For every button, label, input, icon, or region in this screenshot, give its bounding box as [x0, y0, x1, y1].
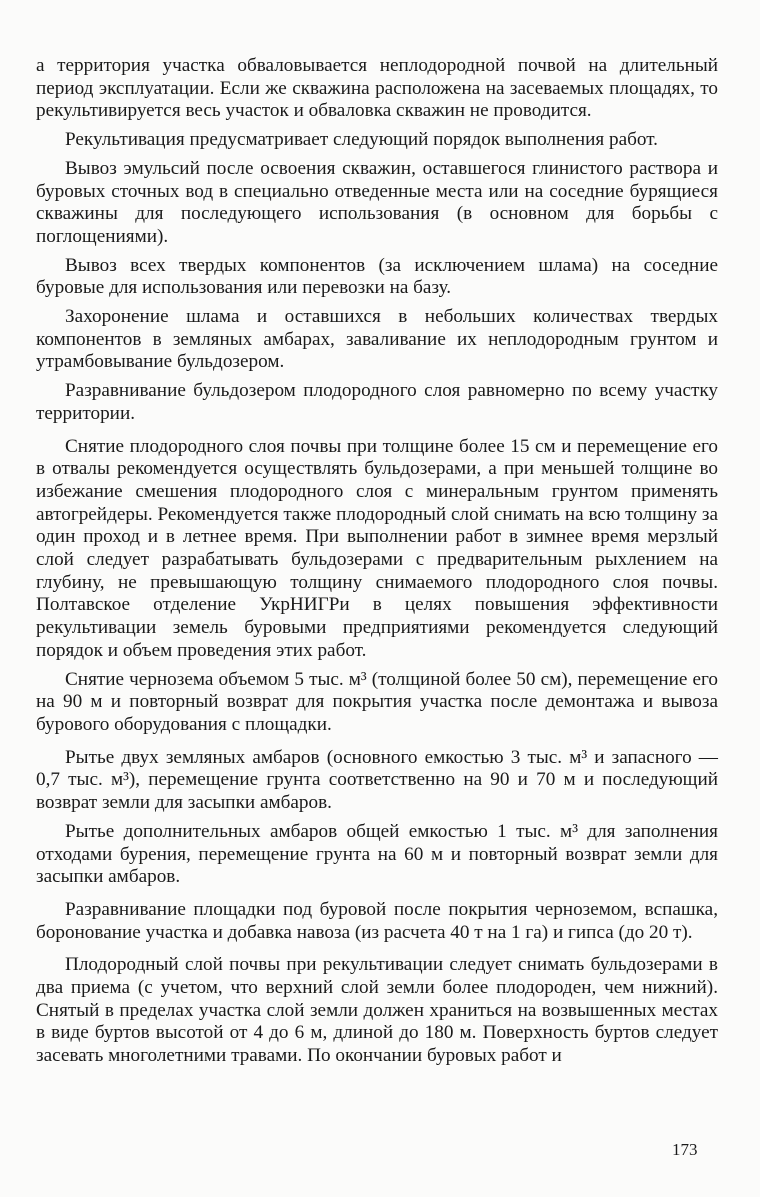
paragraph: Рытье двух земляных амбаров (основного емкостью 3 тыс. м³ и запасного — 0,7 тыс. м³), перемещение грунта соответственно на 90 и 70 м и последующий возврат земли для засыпки амбаров.	[36, 746, 718, 814]
paragraph: а территория участка обваловывается неплодородной почвой на длительный период эксплуатации. Если же скважина расположена на засеваемых площадях, то рекультивируется весь участок и обваловка скважин не проводится.	[36, 55, 718, 122]
paragraph: Снятие плодородного слоя почвы при толщине более 15 см и перемещение его в отвалы рекомендуется осуществлять бульдозерами, а при меньшей толщине во избежание смешения плодородного слоя с минеральным грунтом применять автогрейдеры. Рекомендуется также плодородный слой снимать на всю толщину за один проход и в летнее время. При выполнении работ в зимнее время мерзлый слой следует разрабатывать бульдозерами с предварительным рыхлением на глубину, не превышающую толщину снимаемого плодородного слоя почвы. Полтавское отделение УкрНИГРи в целях повышения эффективности рекультивации земель буровыми предприятиями рекомендуется следующий порядок и объем проведения этих работ.	[36, 435, 718, 661]
paragraph: Плодородный слой почвы при рекультивации следует снимать бульдозерами в два приема (с учетом, что верхний слой земли более плодороден, чем нижний). Снятый в пределах участка слой земли должен храниться на возвышенных местах в виде буртов высотой от 4 до 6 м, длиной до 180 м. Поверхность буртов следует засевать многолетними травами. По окончании буровых работ и	[36, 954, 718, 1067]
paragraph: Разравнивание площадки под буровой после покрытия черноземом, вспашка, боронование участка и добавка навоза (из расчета 40 т на 1 га) и гипса (до 20 т).	[36, 898, 718, 943]
paragraph: Захоронение шлама и оставшихся в небольших количествах твердых компонентов в земляных амбарах, заваливание их неплодородным грунтом и утрамбовывание бульдозером.	[36, 306, 718, 373]
paragraph: Разравнивание бульдозером плодородного слоя равномерно по всему участку территории.	[36, 380, 718, 424]
paragraph: Рекультивация предусматривает следующий порядок выполнения работ.	[65, 129, 658, 151]
page-number: 173	[672, 1140, 698, 1159]
paragraph: Вывоз эмульсий после освоения скважин, оставшегося глинистого раствора и буровых сточных вод в специально отведенные места или на соседние бурящиеся скважины для последующего использования (в основном для борьбы с поглощениями).	[36, 157, 718, 247]
body-text	[36, 55, 718, 1074]
paragraph: Рытье дополнительных амбаров общей емкостью 1 тыс. м³ для заполнения отходами бурения, перемещение грунта на 60 м и повторный возврат земли для засыпки амбаров.	[36, 820, 718, 888]
paragraph: Снятие чернозема объемом 5 тыс. м³ (толщиной более 50 см), перемещение его на 90 м и повторный возврат для покрытия участка после демонтажа и вывоза бурового оборудования с площадки.	[36, 668, 718, 735]
paragraph: Вывоз всех твердых компонентов (за исключением шлама) на соседние буровые для использования или перевозки на базу.	[36, 254, 718, 299]
